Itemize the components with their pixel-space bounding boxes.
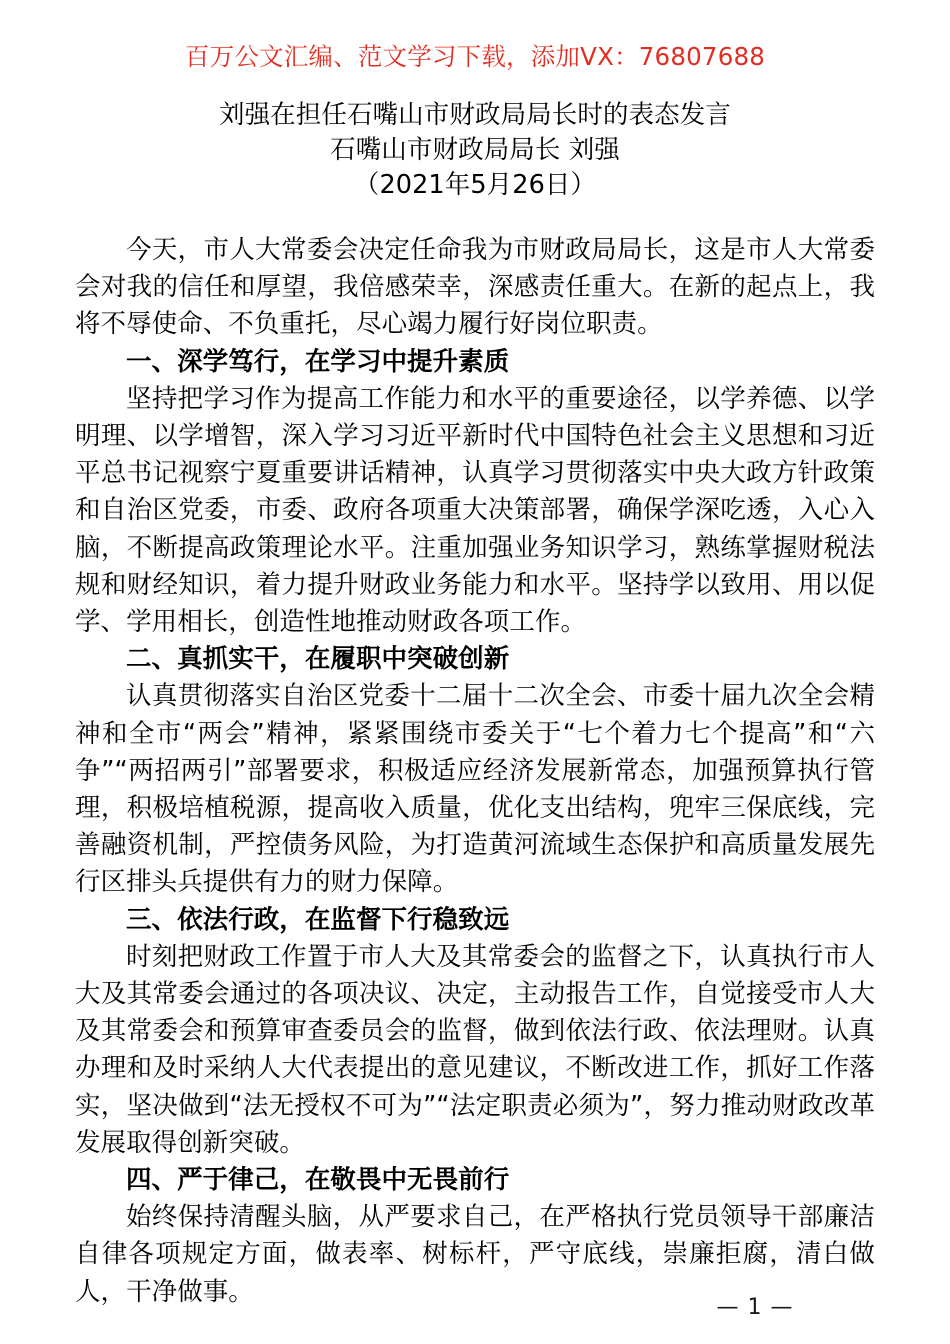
- section-heading-4: 四、严于律己，在敬畏中无畏前行: [126, 1165, 510, 1196]
- section-paragraph-4: 始终保持清醒头脑，从严要求自己，在严格执行党员领导干部廉洁自律各项规定方面，做表率、树标杆，严守底线，崇廉拒腐，清白做人，干净做事。: [75, 1202, 875, 1307]
- section-heading-3: 三、依法行政，在监督下行稳致远: [126, 904, 510, 935]
- promo-banner: [0, 42, 950, 72]
- section-paragraph-1: 坚持把学习作为提高工作能力和水平的重要途径，以学养德、以学明理、以学增智，深入学习习近平新时代中国特色社会主义思想和习近平总书记视察宁夏重要讲话精神，认真学习贯彻落实中央大政方针政策和自治区党委，市委、政府各项重大决策部署，确保学深吃透，入心入脑，不断提高政策理论水平。注重加强业务知识学习，熟练掌握财税法规和财经知识，着力提升财政业务能力和水平。坚持学以致用、用以促学、学用相长，创造性地推动财政各项工作。: [75, 383, 875, 638]
- section-heading-1: 一、深学笃行，在学习中提升素质: [126, 346, 510, 377]
- section-paragraph-3: 时刻把财政工作置于市人大及其常委会的监督之下，认真执行市人大及其常委会通过的各项决议、决定，主动报告工作，自觉接受市人大及其常委会和预算审查委员会的监督，做到依法行政、依法理财。认真办理和及时采纳人大代表提出的意见建议，不断改进工作，抓好工作落实，坚决做到“法无授权不可为”“法定职责必须为”，努力推动财政改革发展取得创新突破。: [75, 941, 875, 1158]
- page-footer: [0, 1294, 950, 1322]
- document-subtitle: 石嘴山市财政局局长 刘强: [330, 135, 620, 165]
- document-date: （2021年5月26日）: [353, 170, 597, 200]
- section-paragraph-2: 认真贯彻落实自治区党委十二届十二次全会、市委十届九次全会精神和全市“两会”精神，紧紧围绕市委关于“七个着力七个提高”和“六争”“两招两引”部署要求，积极适应经济发展新常态，加强预算执行管理，积极培植税源，提高收入质量，优化支出结构，兜牢三保底线，完善融资机制，严控债务风险，为打造黄河流域生态保护和高质量发展先行区排头兵提供有力的财力保障。: [75, 681, 875, 898]
- document-body: [75, 232, 875, 1311]
- section-heading-2: 二、真抓实干，在履职中突破创新: [126, 644, 510, 675]
- document-title-block: [0, 98, 950, 203]
- intro-paragraph: 今天，市人大常委会决定任命我为市财政局局长，这是市人大常委会对我的信任和厚望，我倍感荣幸，深感责任重大。在新的起点上，我将不辱使命、不负重托，尽心竭力履行好岗位职责。: [75, 235, 875, 340]
- page-number: — 1 —: [716, 1295, 794, 1320]
- document-title: 刘强在担任石嘴山市财政局局长时的表态发言: [218, 100, 731, 130]
- promo-banner-text: 百万公文汇编、范文学习下载，添加VX：76807688: [184, 42, 766, 71]
